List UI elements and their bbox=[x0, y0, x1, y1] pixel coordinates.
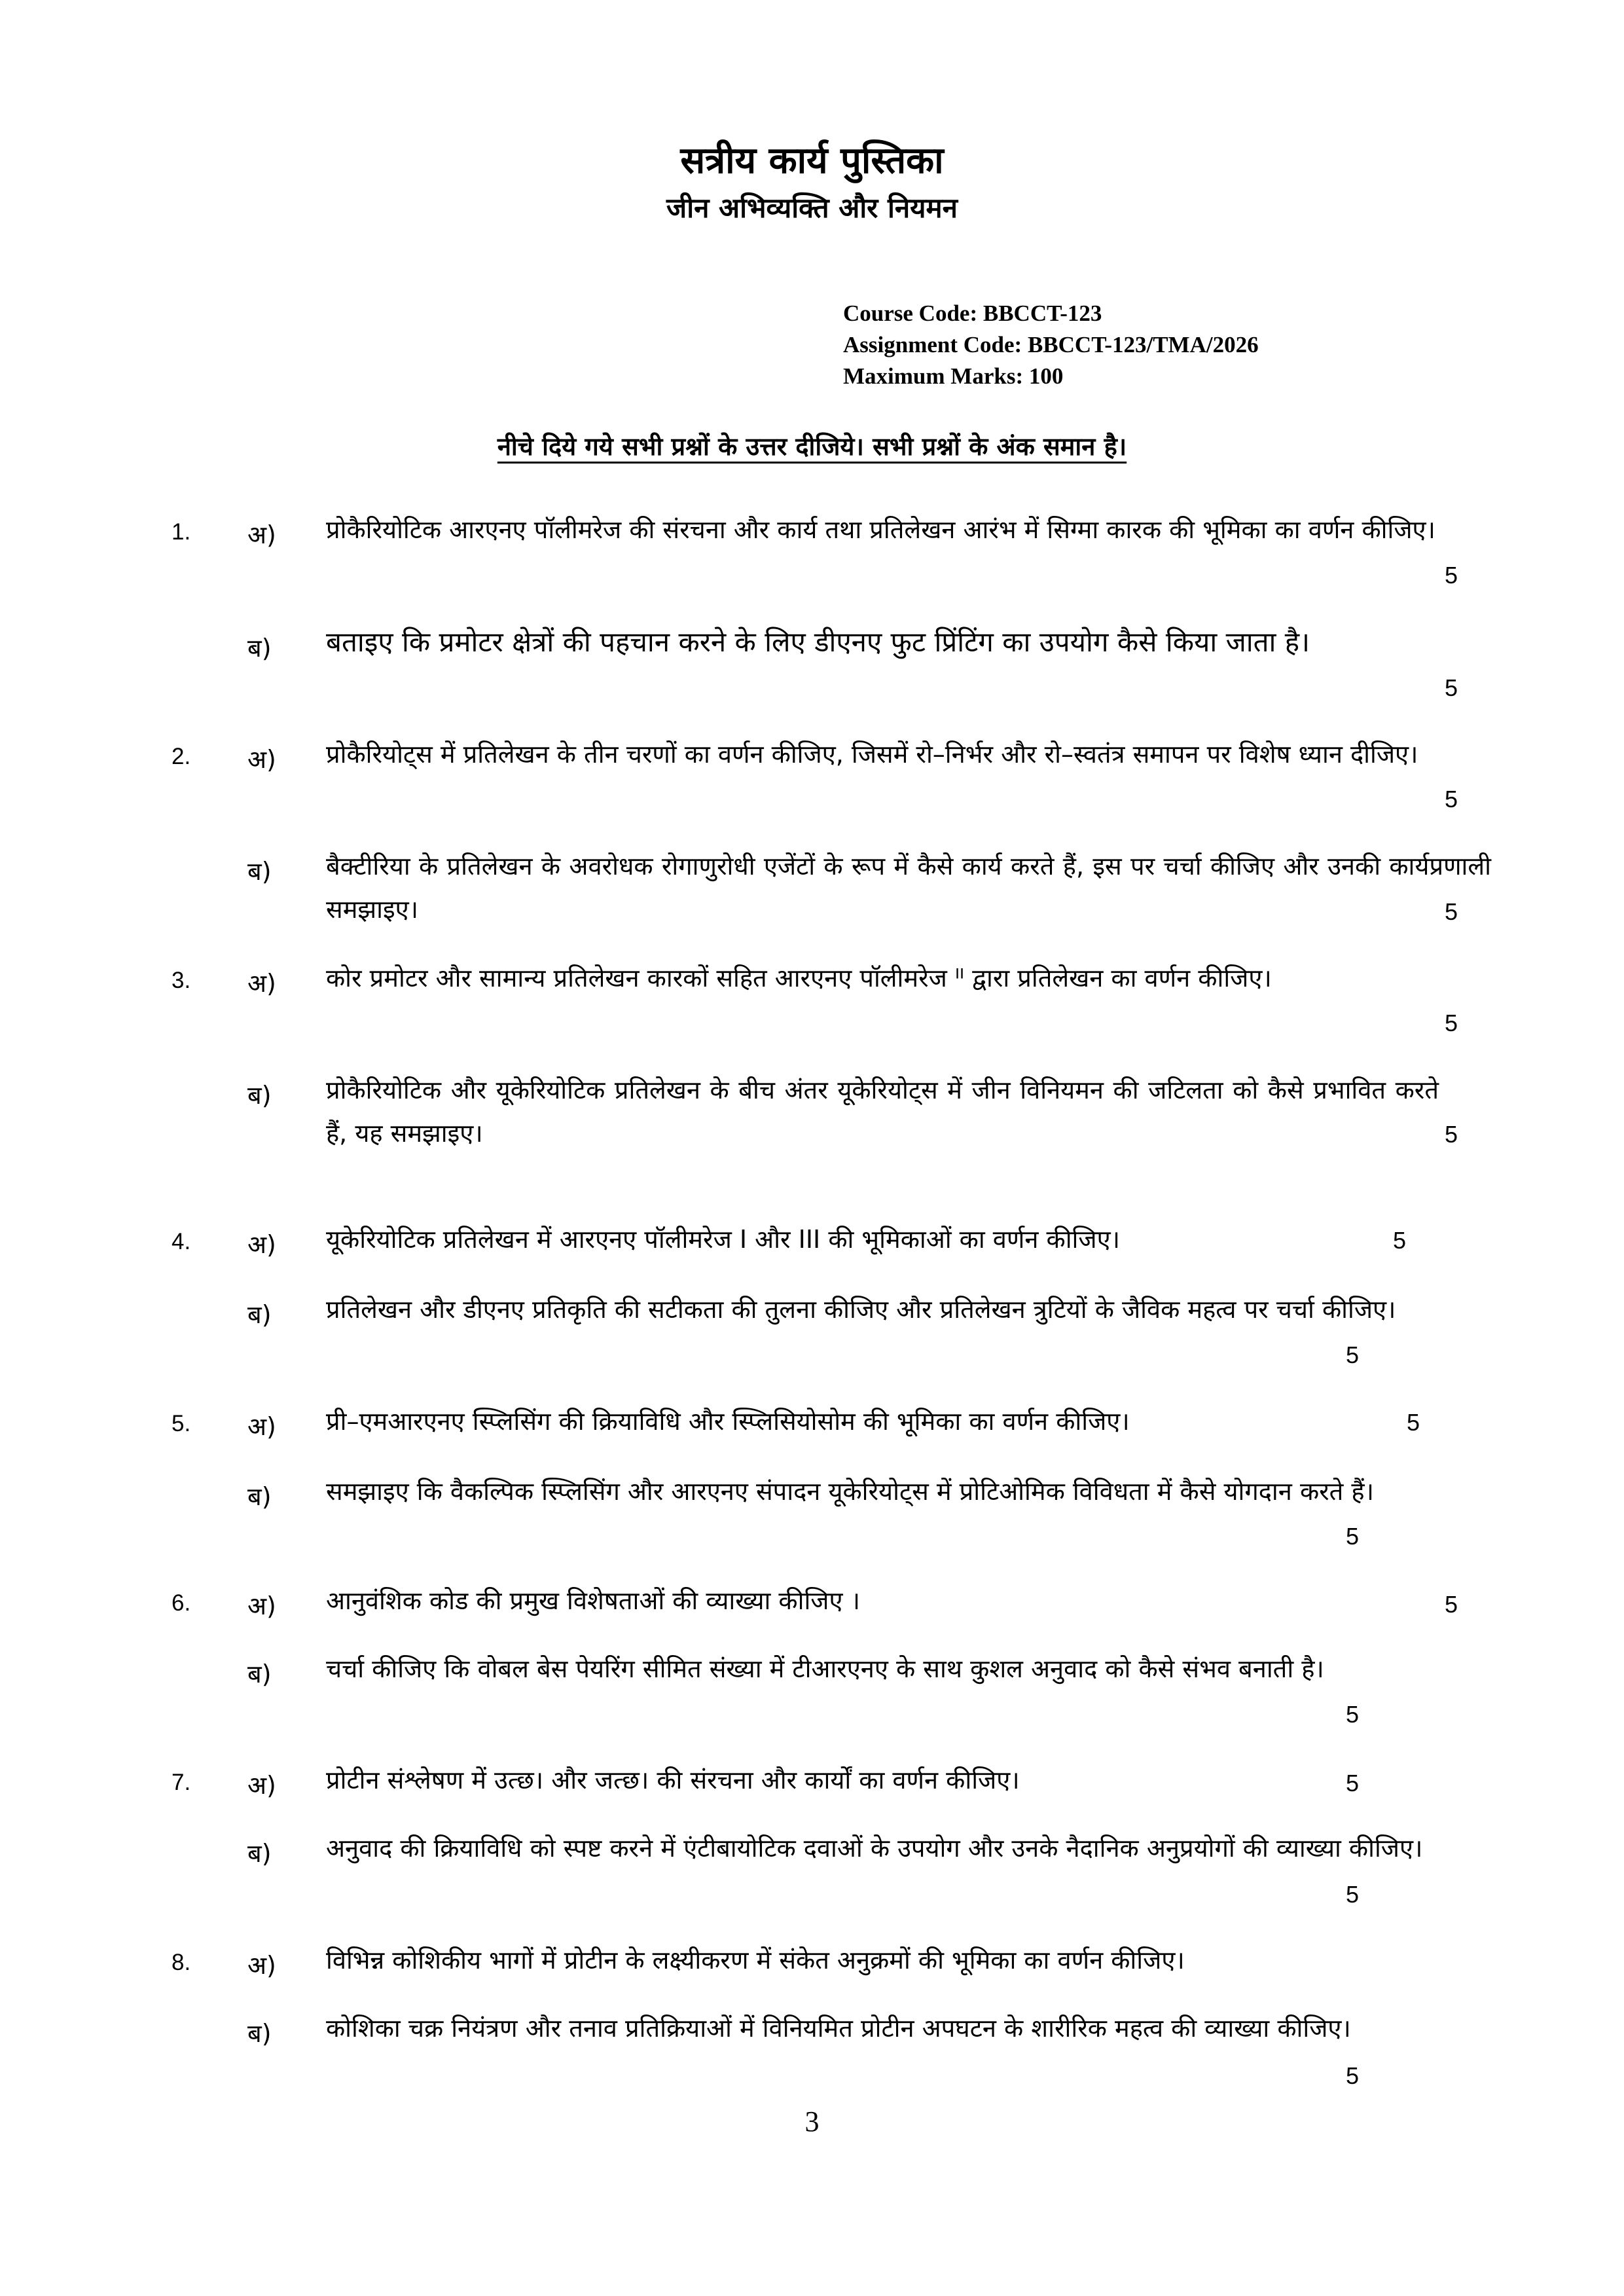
marks: 5 bbox=[1406, 1409, 1420, 1436]
question-number: 5. bbox=[171, 1411, 191, 1436]
question-text: कोशिका चक्र नियंत्रण और तनाव प्रतिक्रियाओं में विनियमित प्रोटीन अपघटन के शारीरिक महत्व की व्याख्या कीजिए। bbox=[326, 2014, 1351, 2043]
question-text: कोर प्रमोटर और सामान्य प्रतिलेखन कारकों सहित आरएनए पॉलीमरेज ᴵᴵ द्वारा प्रतिलेखन का वर्णन कीजिए। bbox=[326, 964, 1272, 993]
part-label: अ) bbox=[247, 1412, 276, 1441]
part-label: ब) bbox=[247, 1482, 272, 1511]
marks: 5 bbox=[1444, 1010, 1458, 1036]
part-label: अ) bbox=[247, 745, 276, 774]
marks: 5 bbox=[1444, 1591, 1458, 1618]
page-subtitle: जीन अभिव्यक्ति और नियमन bbox=[666, 192, 958, 224]
marks: 5 bbox=[1444, 898, 1458, 925]
question-number: 2. bbox=[171, 744, 191, 769]
question-text: प्रोकैरियोट्स में प्रतिलेखन के तीन चरणों का वर्णन कीजिए, जिसमें रो–निर्भर और रो–स्वतंत्र समापन पर विशेष ध्यान दीजिए। bbox=[326, 740, 1418, 769]
course-code: Course Code: BBCCT-123 bbox=[843, 301, 1102, 326]
question-text: अनुवाद की क्रियाविधि को स्पष्ट करने में एंटीबायोटिक दवाओं के उपयोग और उनके नैदानिक अनुप्रयोगों की व्याख्या कीजिए। bbox=[326, 1834, 1423, 1863]
marks: 5 bbox=[1444, 786, 1458, 812]
assignment-code: Assignment Code: BBCCT-123/TMA/2026 bbox=[843, 332, 1259, 357]
part-label: अ) bbox=[247, 1230, 276, 1259]
marks: 5 bbox=[1345, 1881, 1360, 1908]
marks: 5 bbox=[1444, 1121, 1458, 1148]
part-label: अ) bbox=[247, 969, 276, 998]
marks: 5 bbox=[1444, 562, 1458, 589]
marks: 5 bbox=[1444, 674, 1458, 701]
marks: 5 bbox=[1345, 2062, 1360, 2089]
instruction-text: नीचे दिये गये सभी प्रश्नों के उत्तर दीजिये। सभी प्रश्नों के अंक समान है। bbox=[497, 432, 1127, 461]
part-label: अ) bbox=[247, 1592, 276, 1620]
page-title: सत्रीय कार्य पुस्तिका bbox=[680, 139, 944, 182]
part-label: ब) bbox=[247, 1839, 272, 1868]
marks: 5 bbox=[1345, 1523, 1360, 1550]
part-label: ब) bbox=[247, 1660, 272, 1688]
marks: 5 bbox=[1345, 1701, 1360, 1728]
question-number: 4. bbox=[171, 1229, 191, 1254]
part-label: ब) bbox=[247, 2019, 272, 2048]
marks: 5 bbox=[1345, 1770, 1360, 1796]
question-text: प्रतिलेखन और डीएनए प्रतिकृति की सटीकता की तुलना कीजिए और प्रतिलेखन त्रुटियों के जैविक महत्व पर चर्चा कीजिए। bbox=[326, 1295, 1396, 1324]
question-text: चर्चा कीजिए कि वोबल बेस पेयरिंग सीमित संख्या में टीआरएनए के साथ कुशल अनुवाद को कैसे संभव बनाती है। bbox=[326, 1654, 1324, 1683]
question-text: प्रोकैरियोटिक आरएनए पॉलीमरेज की संरचना और कार्य तथा प्रतिलेखन आरंभ में सिग्मा कारक की भूमिका का वर्णन कीजिए। bbox=[326, 515, 1435, 544]
part-label: अ) bbox=[247, 520, 276, 549]
question-number: 8. bbox=[171, 1950, 191, 1975]
question-text: प्री–एमआरएनए स्प्लिसिंग की क्रियाविधि और स्प्लिसियोसोम की भूमिका का वर्णन कीजिए। bbox=[326, 1407, 1130, 1436]
part-label: ब) bbox=[247, 1081, 272, 1110]
question-text: समझाइए कि वैकल्पिक स्प्लिसिंग और आरएनए संपादन यूकेरियोट्स में प्रोटिओमिक विविधता में कैसे योगदान करते हैं। bbox=[326, 1477, 1374, 1506]
question-text: प्रोकैरियोटिक और यूकेरियोटिक प्रतिलेखन के बीच अंतर यूकेरियोट्स में जीन विनियमन की जटिलता को कैसे प्रभावित करते हैं, यह समझाइए। bbox=[326, 1076, 1439, 1148]
part-label: ब) bbox=[247, 634, 272, 663]
part-label: ब) bbox=[247, 1300, 272, 1329]
marks: 5 bbox=[1392, 1227, 1407, 1254]
page-number: 3 bbox=[804, 2105, 820, 2138]
question-text: यूकेरियोटिक प्रतिलेखन में आरएनए पॉलीमरेज I और III की भूमिकाओं का वर्णन कीजिए। bbox=[326, 1225, 1121, 1254]
part-label: अ) bbox=[247, 1771, 276, 1800]
maximum-marks: Maximum Marks: 100 bbox=[843, 363, 1064, 389]
question-number: 1. bbox=[171, 519, 191, 545]
question-number: 7. bbox=[171, 1770, 191, 1795]
question-text: प्रोटीन संश्लेषण में उत्छ। और जत्छ। की संरचना और कार्यों का वर्णन कीजिए। bbox=[326, 1766, 1020, 1795]
question-text: विभिन्न कोशिकीय भागों में प्रोटीन के लक्ष्यीकरण में संकेत अनुक्रमों की भूमिका का वर्णन कीजिए। bbox=[326, 1946, 1185, 1975]
part-label: ब) bbox=[247, 857, 272, 886]
question-text: आनुवंशिक कोड की प्रमुख विशेषताओं की व्याख्या कीजिए । bbox=[326, 1586, 860, 1615]
question-text: बैक्टीरिया के प्रतिलेखन के अवरोधक रोगाणुरोधी एजेंटों के रूप में कैसे कार्य करते हैं, इस पर चर्चा कीजिए और उनकी कार्यप्रणाली समझाइए। bbox=[326, 852, 1491, 924]
course-info bbox=[843, 298, 1259, 392]
part-label: अ) bbox=[247, 1951, 276, 1980]
marks: 5 bbox=[1345, 1341, 1360, 1368]
question-text: बताइए कि प्रमोटर क्षेत्रों की पहचान करने के लिए डीएनए फुट प्रिंटिंग का उपयोग कैसे किया जाता है। bbox=[326, 626, 1310, 658]
question-number: 3. bbox=[171, 968, 191, 993]
question-number: 6. bbox=[171, 1590, 191, 1616]
